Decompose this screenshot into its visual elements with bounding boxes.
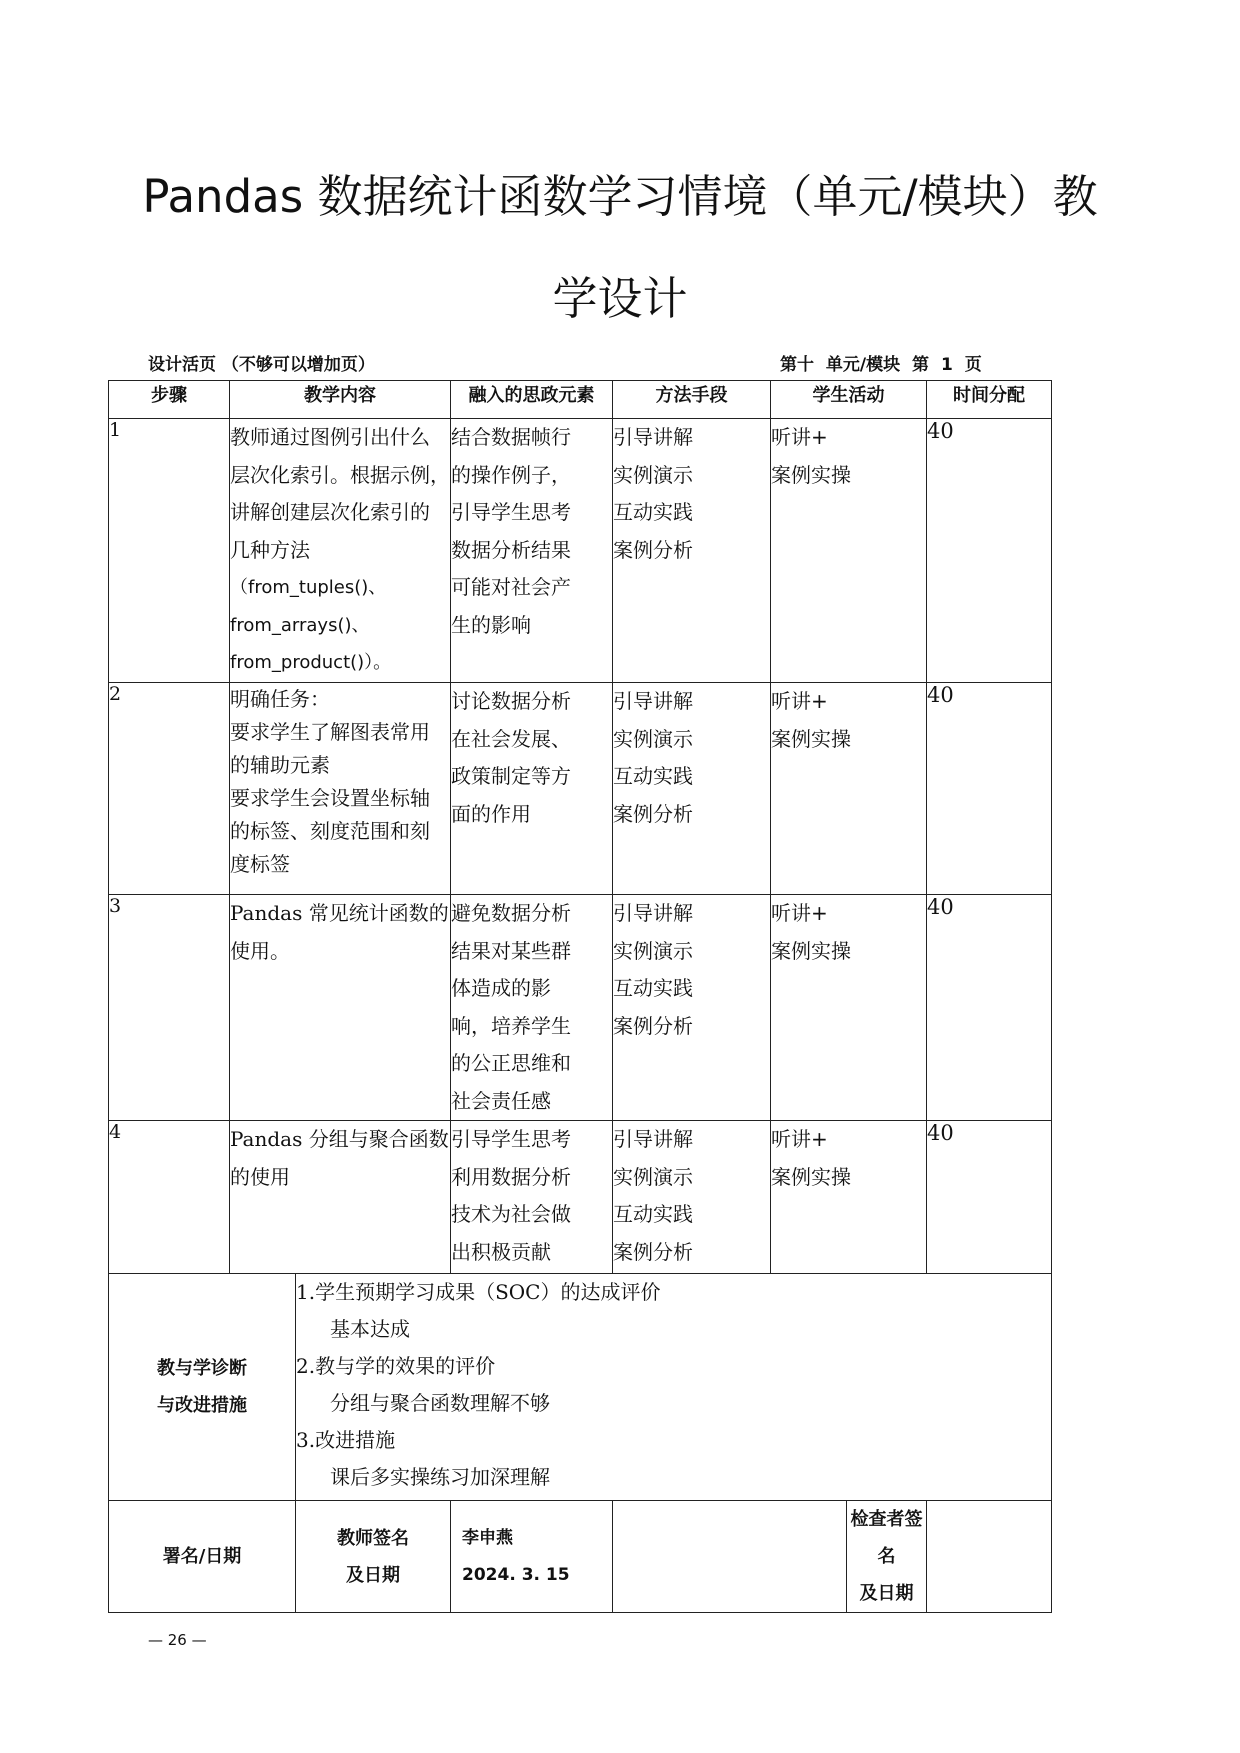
ideological-element-cell: 讨论数据分析 在社会发展、 政策制定等方 面的作用 (451, 683, 613, 895)
table-header-row (109, 381, 1052, 419)
header-content: 教学内容 (230, 381, 451, 419)
teacher-signature-label: 教师签名 及日期 (296, 1501, 451, 1613)
diagnosis-item-detail: 课后多实操练习加深理解 (330, 1465, 550, 1489)
student-activity-cell: 听讲+ 案例实操 (771, 419, 927, 683)
diagnosis-row (109, 1274, 1052, 1501)
diagnosis-item-heading: 3.改进措施 (296, 1428, 396, 1452)
time-cell: 40 (927, 419, 1052, 683)
diagnosis-item-detail: 基本达成 (330, 1317, 410, 1341)
methods-cell: 引导讲解 实例演示 互动实践 案例分析 (613, 419, 771, 683)
content-cell: 明确任务： 要求学生了解图表常用 的辅助元素 要求学生会设置坐标轴 的标签、刻度范围和刻 度标签 (230, 683, 451, 895)
table-row (109, 419, 1052, 683)
table-row (109, 683, 1052, 895)
checker-signature-label: 检查者签名 及日期 (847, 1501, 927, 1613)
student-activity-cell: 听讲+ 案例实操 (771, 683, 927, 895)
header-step: 步骤 (109, 381, 230, 419)
teacher-sign-date: 2024. 3. 15 (462, 1564, 570, 1585)
time-cell: 40 (927, 1121, 1052, 1274)
step-number: 4 (109, 1121, 230, 1274)
ideological-element-cell: 结合数据帧行 的操作例子， 引导学生思考 数据分析结果 可能对社会产 生的影响 (451, 419, 613, 683)
teacher-signature-value (451, 1501, 613, 1613)
blank-cell (613, 1501, 847, 1613)
unit-page-indicator: 第十 单元/模块 第 1 页 (780, 355, 982, 375)
diagnosis-content (296, 1274, 1052, 1501)
student-activity-cell: 听讲+ 案例实操 (771, 895, 927, 1121)
page-title-continued: 学设计 (552, 272, 688, 325)
diagnosis-item-heading: 1.学生预期学习成果（SOC）的达成评价 (296, 1280, 661, 1304)
header-student-activity: 学生活动 (771, 381, 927, 419)
signature-row (109, 1501, 1052, 1613)
diagnosis-label: 教与学诊断 与改进措施 (109, 1274, 296, 1501)
page-number: — 26 — (148, 1631, 207, 1649)
header-time: 时间分配 (927, 381, 1052, 419)
methods-cell: 引导讲解 实例演示 互动实践 案例分析 (613, 895, 771, 1121)
table-row (109, 1121, 1052, 1274)
step-number: 3 (109, 895, 230, 1121)
header-methods: 方法手段 (613, 381, 771, 419)
content-cell: Pandas 分组与聚合函数 的使用 (230, 1121, 451, 1274)
checker-signature-value (927, 1501, 1052, 1613)
diagnosis-item-detail: 分组与聚合函数理解不够 (330, 1391, 550, 1415)
time-cell: 40 (927, 683, 1052, 895)
ideological-element-cell: 避免数据分析 结果对某些群 体造成的影 响，培养学生 的公正思维和 社会责任感 (451, 895, 613, 1121)
content-cell: Pandas 常见统计函数的 使用。 (230, 895, 451, 1121)
methods-cell: 引导讲解 实例演示 互动实践 案例分析 (613, 1121, 771, 1274)
student-activity-cell: 听讲+ 案例实操 (771, 1121, 927, 1274)
lesson-design-table (108, 380, 1052, 1613)
time-cell: 40 (927, 895, 1052, 1121)
page-title: Pandas 数据统计函数学习情境（单元/模块）教 (142, 170, 1098, 223)
methods-cell: 引导讲解 实例演示 互动实践 案例分析 (613, 683, 771, 895)
ideological-element-cell: 引导学生思考 利用数据分析 技术为社会做 出积极贡献 (451, 1121, 613, 1274)
signature-label: 署名/日期 (109, 1501, 296, 1613)
diagnosis-item-heading: 2.教与学的效果的评价 (296, 1354, 496, 1378)
step-number: 2 (109, 683, 230, 895)
header-ideological-element: 融入的思政元素 (451, 381, 613, 419)
table-row (109, 895, 1052, 1121)
content-cell: 教师通过图例引出什么 层次化索引。根据示例， 讲解创建层次化索引的 几种方法 （from_tuples()、 from_arrays()、 from_product()）。 (230, 419, 451, 683)
teacher-name: 李申燕 (462, 1527, 513, 1548)
sheet-note: 设计活页 （不够可以增加页） (148, 355, 375, 375)
step-number: 1 (109, 419, 230, 683)
